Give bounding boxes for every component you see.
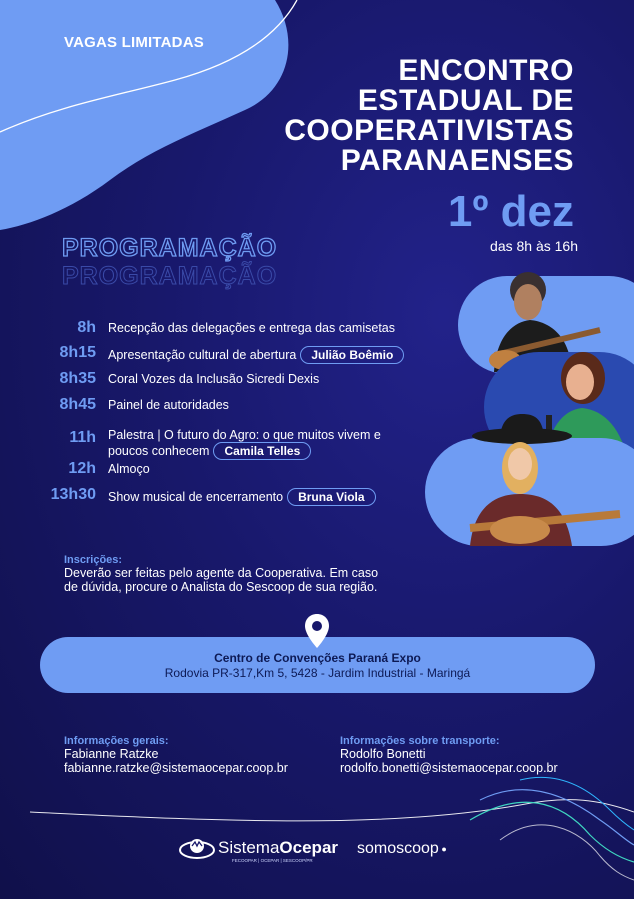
event-title (284, 56, 574, 176)
contact-label: Informações gerais: (64, 735, 169, 747)
activity-text: Apresentação cultural de abertura (108, 348, 297, 362)
schedule-activity (108, 426, 381, 460)
ocepar-emblem-icon (178, 834, 216, 864)
title-line: ENCONTRO (398, 54, 574, 87)
event-hours: das 8h às 16h (490, 238, 578, 254)
title-line: COOPERATIVISTAS (284, 114, 574, 147)
activity-text: Palestra | O futuro do Agro: o que muitos vivem e (108, 428, 381, 442)
venue-address: Rodovia PR-317,Km 5, 5428 - Jardim Industrial - Maringá (164, 666, 471, 680)
contact-label: Informações sobre transporte: (340, 735, 500, 747)
program-heading-echo: PROGRAMAÇÃO (62, 262, 278, 290)
logo-text: SistemaOcepar (218, 838, 339, 857)
schedule-activity: Painel de autoridades (108, 398, 229, 412)
schedule-item (0, 486, 376, 506)
schedule-time: 8h45 (59, 396, 96, 413)
contact-name: Fabianne Ratzke (64, 747, 159, 761)
contact-transport (340, 735, 558, 775)
logo-subtext: FECOOPAR | OCEPAR | SESCOOP/PR (232, 858, 313, 863)
schedule-activity (108, 486, 376, 506)
schedule-activity: Coral Vozes da Inclusão Sicredi Dexis (108, 372, 320, 386)
schedule-time: 8h35 (59, 370, 96, 387)
guest-badge: Julião Boêmio (300, 346, 404, 364)
activity-text: Show musical de encerramento (108, 490, 284, 504)
title-line: PARANAENSES (340, 144, 574, 177)
contact-name: Rodolfo Bonetti (340, 747, 426, 761)
schedule-item (0, 344, 404, 364)
event-date: 1º dez (447, 187, 574, 236)
schedule-item (0, 396, 229, 414)
schedule-time: 11h (69, 429, 96, 446)
guest-badge: Camila Telles (213, 442, 311, 460)
contact-general (64, 735, 288, 775)
registration-text (64, 566, 424, 594)
schedule-activity: Recepção das delegações e entrega das camisetas (108, 321, 395, 335)
activity-text-line2: poucos conhecem Camila Telles (108, 442, 381, 460)
schedule-activity (108, 344, 404, 364)
location-pin-icon (304, 613, 330, 649)
schedule-time: 13h30 (50, 486, 96, 503)
schedule-item (0, 370, 319, 388)
schedule-time: 8h (77, 319, 96, 336)
contact-email[interactable]: fabianne.ratzke@sistemaocepar.coop.br (64, 761, 288, 775)
registration-line: de dúvida, procure o Analista do Sescoop de sua região. (64, 580, 378, 594)
schedule-item (0, 319, 395, 337)
schedule-time: 12h (68, 460, 96, 477)
schedule-item (0, 460, 150, 478)
venue-name: Centro de Convenções Paraná Expo (214, 651, 421, 665)
schedule-item (0, 426, 381, 460)
schedule-activity: Almoço (108, 462, 150, 476)
somoscoop-logo: somoscoop ● (357, 840, 447, 857)
registration-line: Deverão ser feitas pelo agente da Cooperativa. Em caso (64, 566, 379, 580)
schedule-time: 8h15 (59, 344, 96, 361)
contact-email[interactable]: rodolfo.bonetti@sistemaocepar.coop.br (340, 761, 558, 775)
title-line: ESTADUAL DE (357, 84, 574, 117)
limited-spots-badge: VAGAS LIMITADAS (64, 34, 204, 51)
guest-badge: Bruna Viola (287, 488, 375, 506)
program-heading: PROGRAMAÇÃO (62, 234, 278, 262)
registration-label: Inscrições: (64, 554, 123, 566)
sistema-ocepar-logo (178, 834, 338, 868)
